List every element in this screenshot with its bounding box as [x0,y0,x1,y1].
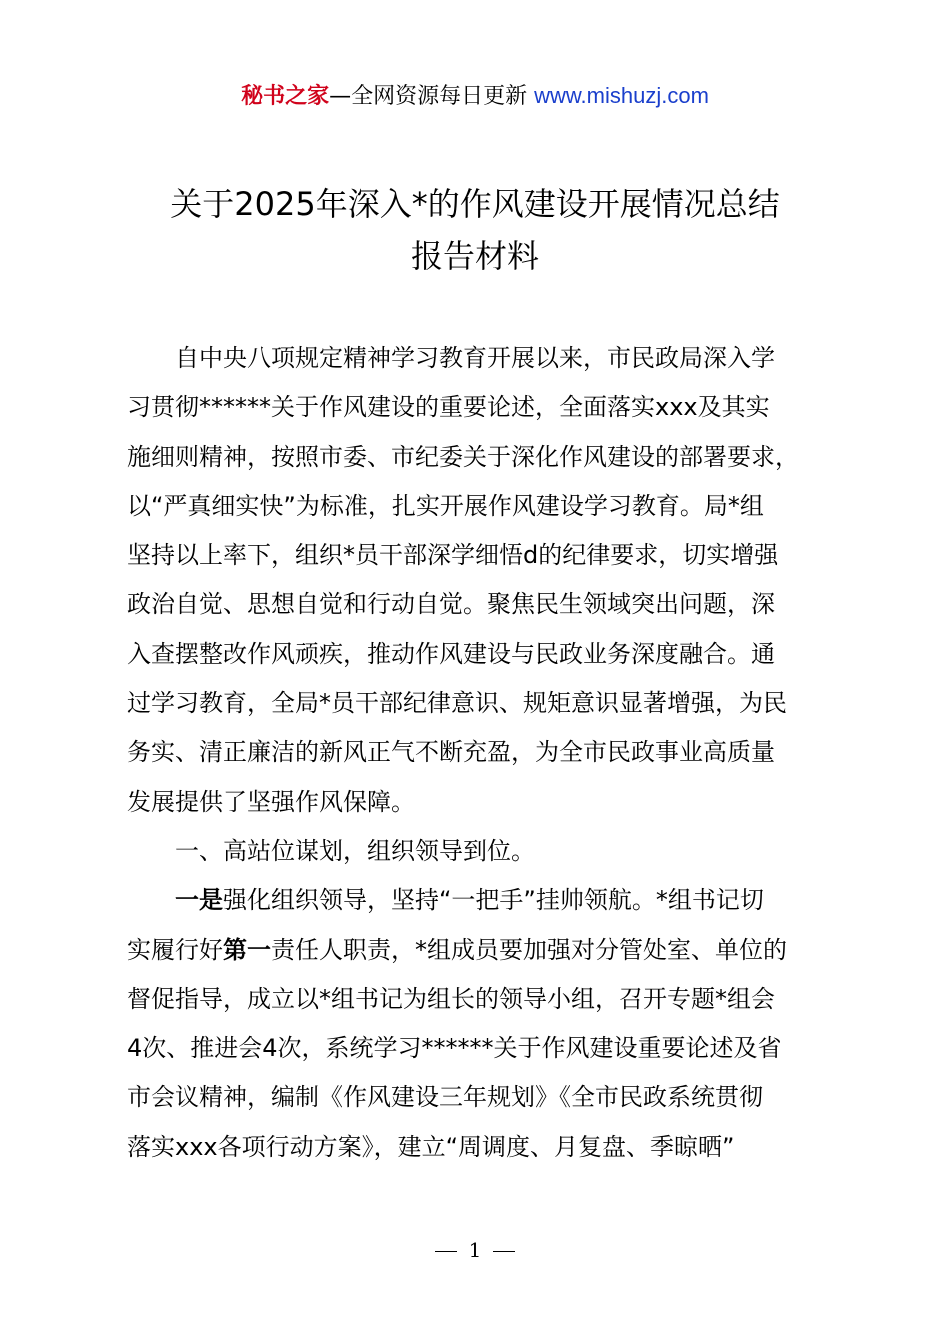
paragraph-1-line: 政治自觉、思想自觉和行动自觉。聚焦民生领域突出问题，深 [127,590,775,619]
paragraph-2-line: 4次、推进会4次，系统学习******关于作风建设重要论述及省 [127,1034,782,1063]
paragraph-1-line: 施细则精神，按照市委、市纪委关于深化作风建设的部署要求， [127,442,799,471]
section-heading-1: 一、高站位谋划，组织领导到位。 [175,836,535,865]
site-brand: 秘书之家 [241,84,330,109]
paragraph-1-line: 务实、清正廉洁的新风正气不断充盈，为全市民政事业高质量 [127,738,775,767]
site-url-link[interactable]: www.mishuzj.com [534,83,709,108]
paragraph-2-line: 督促指导，成立以*组书记为组长的领导小组，召开专题*组会 [127,984,775,1013]
site-header [0,80,950,113]
page-dash-left [435,1251,457,1252]
site-tagline: —全网资源每日更新 [329,84,535,109]
page-footer [0,1238,950,1262]
paragraph-2-line: 落实xxx各项行动方案》，建立“周调度、月复盘、季晾晒” [127,1132,735,1161]
paragraph-2-text: 实履行好 [127,935,223,964]
emphasis-first-responsible: 第一 [223,935,271,964]
paragraph-1-line: 习贯彻******关于作风建设的重要论述，全面落实xxx及其实 [127,393,770,422]
emphasis-first: 一是 [175,886,223,915]
paragraph-1-line: 自中央八项规定精神学习教育开展以来，市民政局深入学 [175,344,775,372]
paragraph-1-line: 坚持以上率下，组织*员干部深学细悟d的纪律要求，切实增强 [127,541,779,570]
document-title [100,178,850,282]
paragraph-1-line: 过学习教育，全局*员干部纪律意识、规矩意识显著增强，为民 [127,689,787,718]
title-line-1: 关于2025年深入*的作风建设开展情况总结 [170,185,780,223]
paragraph-2-line [127,926,832,975]
paragraph-2-text: 责任人职责，*组成员要加强对分管处室、单位的 [271,935,787,964]
page-dash-right [493,1251,515,1252]
page-number: 1 [468,1238,482,1262]
paragraph-2-text: 强化组织领导，坚持“一把手”挂帅领航。*组书记切 [223,886,764,915]
paragraph-2-line [127,876,832,925]
paragraph-1-line: 入查摆整改作风顽疾，推动作风建设与民政业务深度融合。通 [127,639,775,668]
document-body [127,334,832,1172]
title-line-2: 报告材料 [410,237,539,275]
paragraph-2-line: 市会议精神，编制《作风建设三年规划》《全市民政系统贯彻 [127,1083,763,1112]
paragraph-1-line: 发展提供了坚强作风保障。 [127,787,415,816]
paragraph-1-line: 以“严真细实快”为标准，扎实开展作风建设学习教育。局*组 [127,491,764,520]
